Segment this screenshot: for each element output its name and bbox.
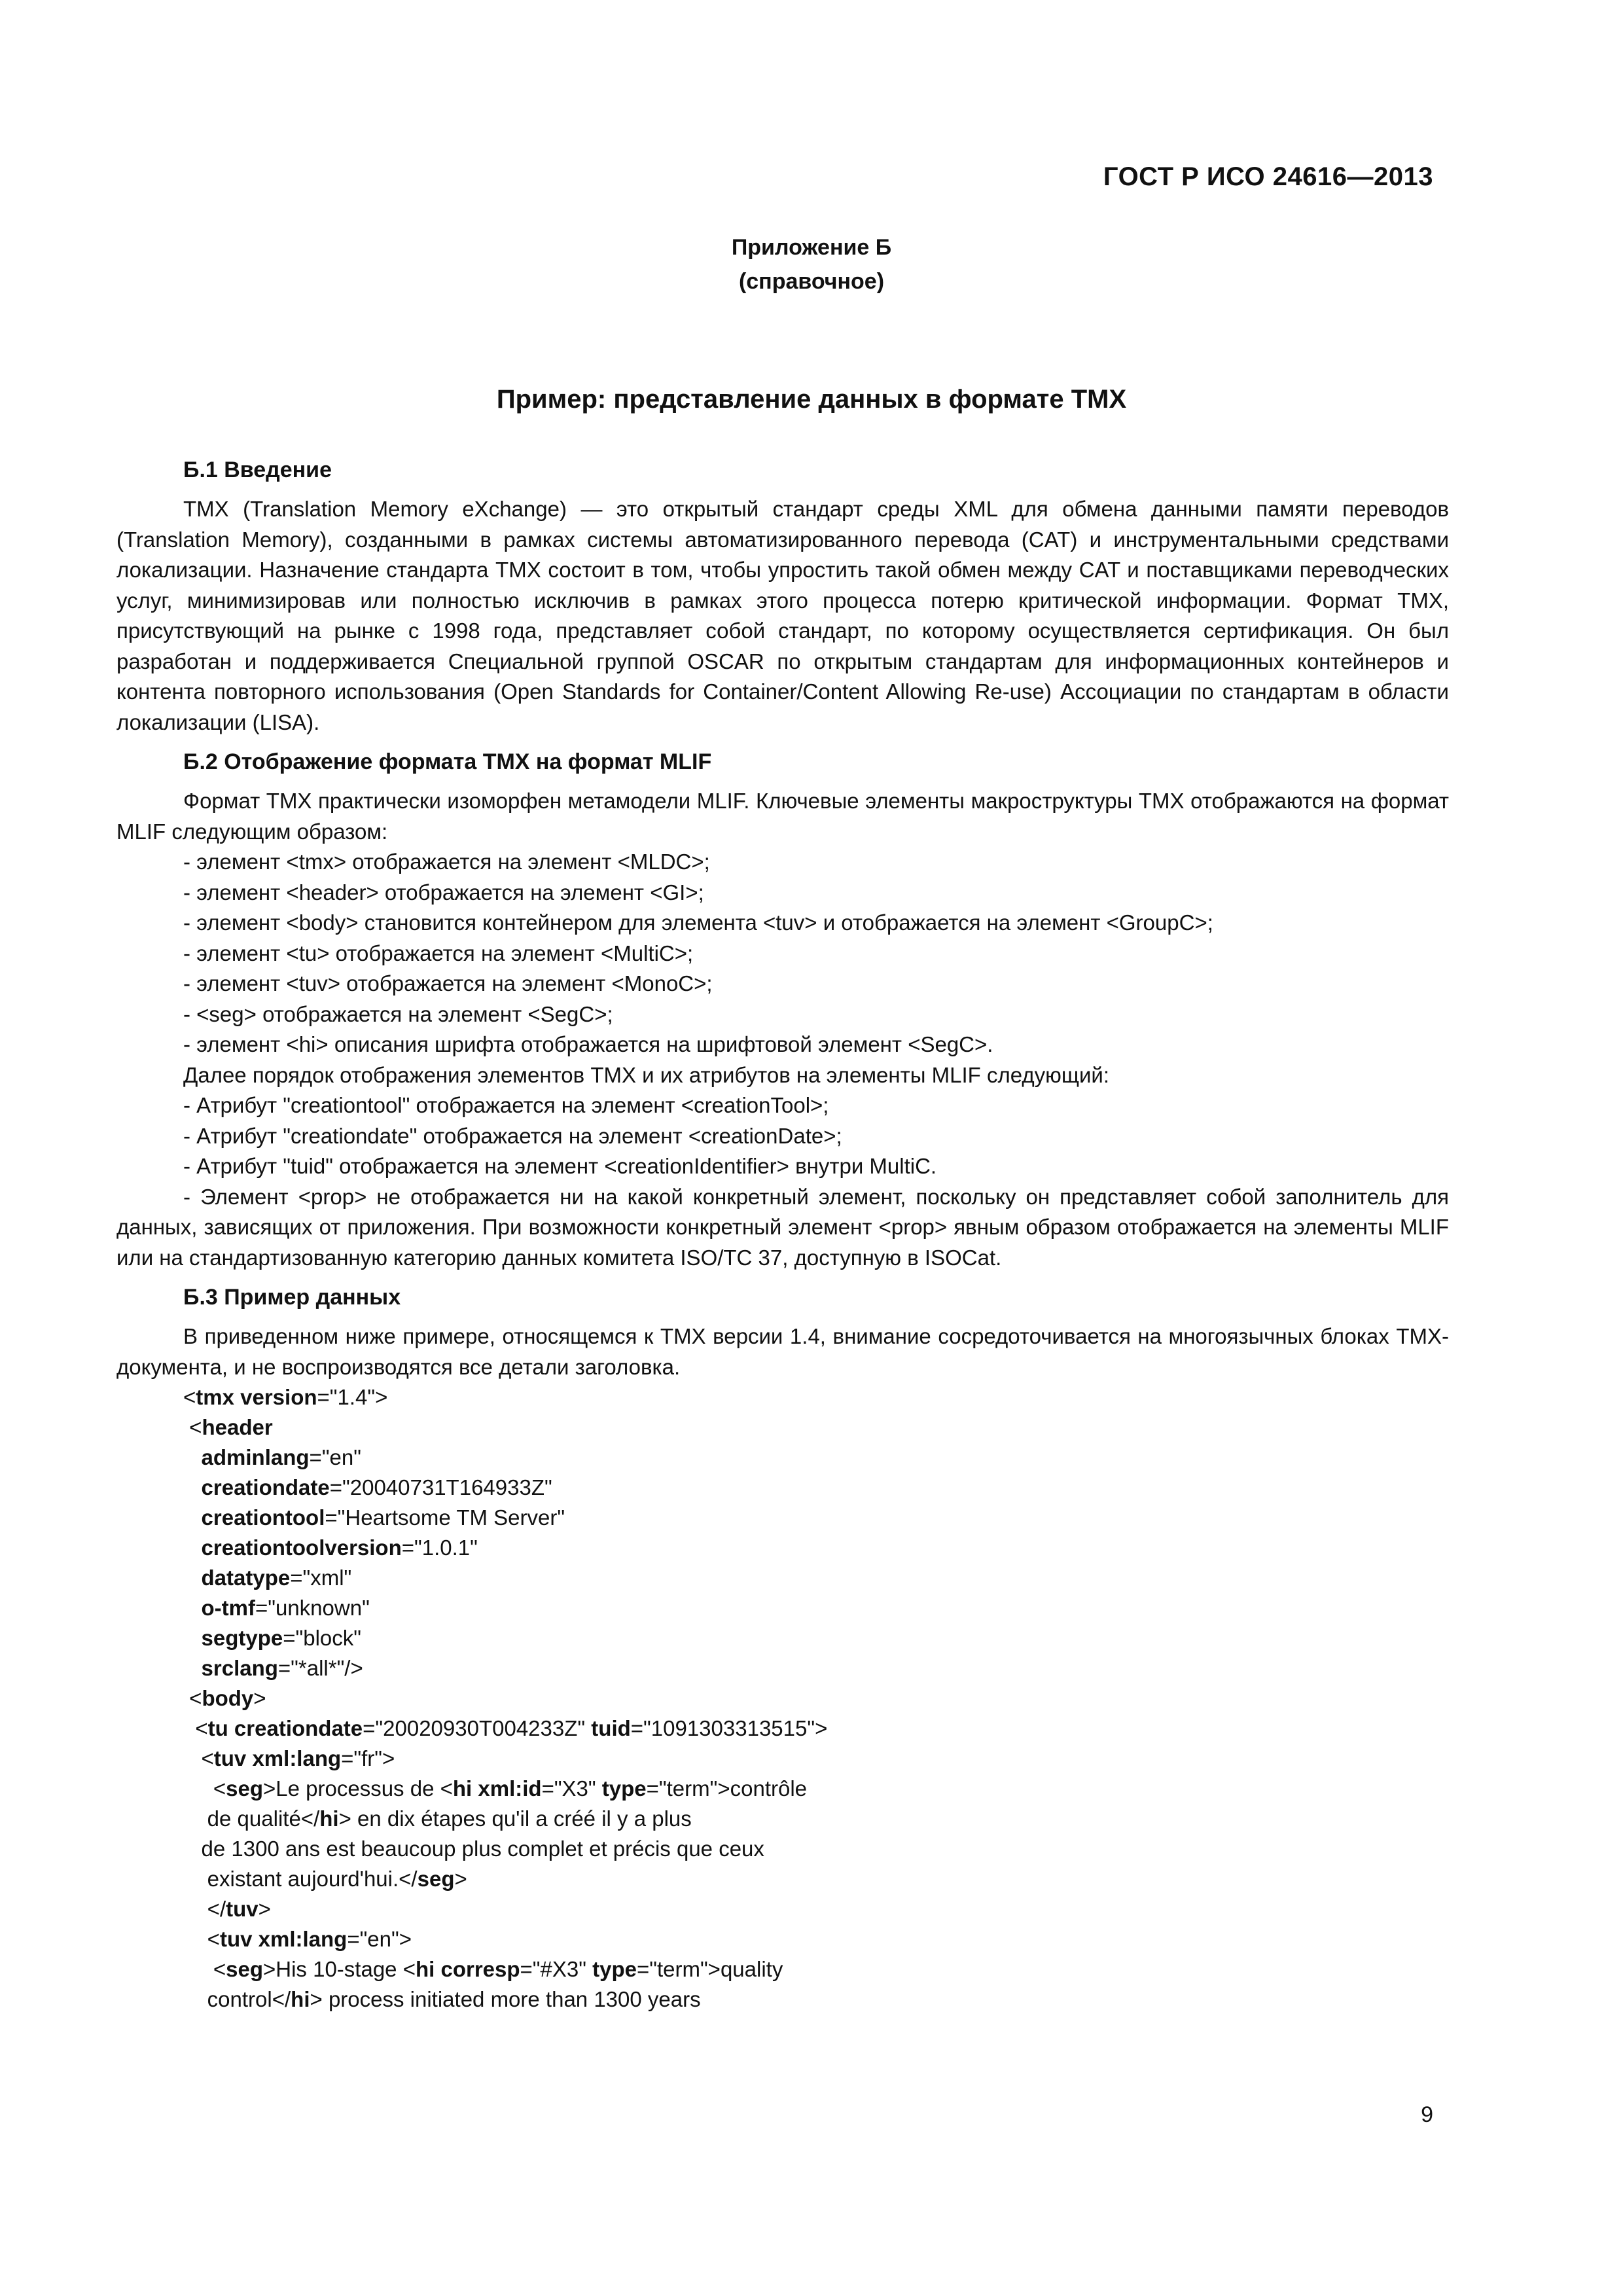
code-text: ="20040731T164933Z" <box>329 1475 552 1499</box>
code-text: ="1.4"> <box>317 1385 388 1409</box>
code-line <box>183 1984 1449 2015</box>
code-text <box>183 1505 202 1530</box>
code-text <box>183 1566 202 1590</box>
code-text: > <box>253 1686 266 1710</box>
code-line <box>183 1473 1449 1503</box>
list-item: - Атрибут "creationdate" отображается на элемент <creationDate>; <box>183 1123 842 1148</box>
code-line <box>183 1864 1449 1894</box>
code-keyword: o-tmf <box>201 1596 255 1620</box>
code-keyword: hi <box>291 1987 310 2011</box>
mapping-list <box>116 847 1449 1060</box>
section-b1-paragraph: TMX (Translation Memory eXchange) — это открытый стандарт среды XML для обмена данными памяти переводов (Translation Memory), созданными в рамках системы автоматизированного перевода (CAT) и инструментальными средствами локализации. Назначение стандарта TMX состоит в том, чтобы упростить такой обмен между CAT и поставщиками переводческих услуг, минимизировав или полностью исключив в рамках этого процесса потерю критической информации. Формат TMX, присутствующий на рынке с 1998 года, представляет собой стандарт, по которому осуществляется сертификация. Он был разработан и поддерживается Специальной группой OSCAR по открытым стандартам для информационных контейнеров и контента повторного использования (Open Standards for Container/Content Allowing Re-use) Ассоциации по стандартам в области локализации (LISA). <box>116 497 1449 734</box>
section-b3-paragraph: В приведенном ниже примере, относящемся к TMX версии 1.4, внимание сосредоточивается на многоязычных блоках TMX-документа, и не воспроизводятся все детали заголовка. <box>116 1324 1449 1379</box>
code-keyword: creationtool <box>201 1505 325 1530</box>
code-line <box>183 1774 1449 1804</box>
code-text: ="unknown" <box>255 1596 370 1620</box>
attribute-list <box>116 1090 1449 1182</box>
code-text: < <box>183 1415 202 1439</box>
code-text: ="1.0.1" <box>401 1535 478 1560</box>
code-keyword: tuv xml:lang <box>213 1746 342 1770</box>
code-text: < <box>183 1686 202 1710</box>
list-item: - элемент <hi> описания шрифта отображается на шрифтовой элемент <SegC>. <box>183 1032 993 1056</box>
code-line <box>183 1653 1449 1683</box>
code-keyword: srclang <box>201 1656 278 1680</box>
attribute-order-intro: Далее порядок отображения элементов TMX и их атрибутов на элементы MLIF следующий: <box>183 1062 1110 1087</box>
list-item: - элемент <header> отображается на элемент <GI>; <box>183 880 704 905</box>
code-keyword: tuv xml:lang <box>219 1927 348 1951</box>
code-text: < <box>183 1716 208 1740</box>
code-keyword: hi <box>319 1806 339 1831</box>
code-line <box>183 1382 1449 1412</box>
code-line <box>183 1924 1449 1954</box>
code-text: < <box>183 1927 220 1951</box>
code-text: ="1091303313515"> <box>630 1716 828 1740</box>
code-keyword: tuv <box>226 1897 259 1921</box>
code-line <box>183 1533 1449 1563</box>
code-text <box>183 1656 202 1680</box>
code-keyword: segtype <box>201 1626 283 1650</box>
appendix-label <box>0 230 1623 298</box>
code-line <box>183 1443 1449 1473</box>
code-text: < <box>183 1746 214 1770</box>
code-text: > en dix étapes qu'il a créé il y a plus <box>338 1806 692 1831</box>
code-text: ="block" <box>283 1626 361 1650</box>
code-text: ="Heartsome TM Server" <box>325 1505 565 1530</box>
code-line <box>183 1503 1449 1533</box>
section-b2-intro: Формат TMX практически изоморфен метамодели MLIF. Ключевые элементы макроструктуры TMX отображаются на формат MLIF следующим образом: <box>116 789 1449 844</box>
code-text: ="X3" <box>541 1776 602 1801</box>
code-text: ="term">contrôle <box>646 1776 808 1801</box>
code-line <box>183 1563 1449 1593</box>
code-text: > process initiated more than 1300 years <box>310 1987 701 2011</box>
code-line <box>183 1623 1449 1653</box>
code-line <box>183 1683 1449 1713</box>
code-text: existant aujourd'hui.</ <box>183 1867 418 1891</box>
code-keyword: creationtoolversion <box>201 1535 402 1560</box>
code-keyword: seg <box>417 1867 455 1891</box>
code-text: ="20020930T004233Z" <box>363 1716 592 1740</box>
section-heading-b3: Б.3 Пример данных <box>183 1285 401 1310</box>
code-keyword: hi corresp <box>415 1957 520 1981</box>
list-item: - элемент <body> становится контейнером для элемента <tuv> и отображается на элемент <GroupC>; <box>183 910 1213 935</box>
code-keyword: tu creationdate <box>207 1716 363 1740</box>
code-keyword: seg <box>226 1776 263 1801</box>
page-number: 9 <box>1421 2102 1433 2127</box>
code-text <box>183 1475 202 1499</box>
code-keyword: body <box>202 1686 254 1710</box>
code-text: ="term">quality <box>636 1957 783 1981</box>
document-body <box>116 455 1449 2015</box>
code-text <box>183 1535 202 1560</box>
list-item: - элемент <tmx> отображается на элемент <MLDC>; <box>183 850 710 874</box>
code-example <box>116 1382 1449 2015</box>
code-text: >Le processus de < <box>263 1776 453 1801</box>
standard-code: ГОСТ Р ИСО 24616—2013 <box>1103 162 1433 191</box>
prop-paragraph: - Элемент <prop> не отображается ни на какой конкретный элемент, поскольку он представляет собой заполнитель для данных, зависящих от приложения. При возможности конкретный элемент <prop> явным образом отображается на элементы MLIF или на стандартизованную категорию данных комитета ISO/TC 37, доступную в ISOCat. <box>116 1184 1449 1270</box>
code-text: </ <box>183 1897 226 1921</box>
code-keyword: seg <box>226 1957 263 1981</box>
list-item: - элемент <tu> отображается на элемент <MultiC>; <box>183 941 694 965</box>
code-keyword: datatype <box>201 1566 291 1590</box>
code-line <box>183 1412 1449 1443</box>
code-text: ="#X3" <box>520 1957 593 1981</box>
page-title: Пример: представление данных в формате TMX <box>496 385 1127 414</box>
code-line <box>183 1744 1449 1774</box>
section-heading-b1: Б.1 Введение <box>183 457 332 482</box>
code-line <box>183 1894 1449 1924</box>
section-heading-b2: Б.2 Отображение формата TMX на формат MLIF <box>183 749 712 774</box>
code-text: ="xml" <box>290 1566 352 1590</box>
code-text: > <box>454 1867 467 1891</box>
list-item: - Атрибут "tuid" отображается на элемент <creationIdentifier> внутри MultiC. <box>183 1154 937 1178</box>
code-line <box>183 1713 1449 1744</box>
code-text <box>183 1445 202 1469</box>
code-keyword: hi xml:id <box>452 1776 542 1801</box>
code-text: control</ <box>183 1987 291 2011</box>
code-keyword: header <box>202 1415 273 1439</box>
code-keyword: tmx version <box>196 1385 317 1409</box>
code-text: < <box>183 1776 226 1801</box>
code-text: ="en"> <box>347 1927 412 1951</box>
code-text: < <box>183 1957 226 1981</box>
code-line <box>183 1593 1449 1623</box>
appendix-subtitle: (справочное) <box>738 269 885 294</box>
code-keyword: type <box>601 1776 647 1801</box>
list-item: - Атрибут "creationtool" отображается на элемент <creationTool>; <box>183 1093 829 1117</box>
code-keyword: type <box>592 1957 637 1981</box>
code-text <box>183 1596 202 1620</box>
code-text: ="fr"> <box>341 1746 395 1770</box>
code-line <box>183 1954 1449 1984</box>
code-text: < <box>183 1385 196 1409</box>
list-item: - элемент <tuv> отображается на элемент <MonoC>; <box>183 971 713 996</box>
code-text: de qualité</ <box>183 1806 320 1831</box>
code-text: > <box>258 1897 271 1921</box>
code-text: ="en" <box>309 1445 361 1469</box>
appendix-title: Приложение Б <box>731 235 892 260</box>
code-text: >His 10-stage < <box>263 1957 416 1981</box>
code-text: ="*all*"/> <box>277 1656 363 1680</box>
code-keyword: creationdate <box>201 1475 330 1499</box>
code-keyword: adminlang <box>201 1445 310 1469</box>
code-text <box>183 1626 202 1650</box>
list-item: - <seg> отображается на элемент <SegC>; <box>183 1001 613 1026</box>
code-line <box>183 1804 1449 1834</box>
code-text: de 1300 ans est beaucoup plus complet et précis que ceux <box>183 1837 764 1861</box>
code-keyword: tuid <box>591 1716 631 1740</box>
code-line <box>183 1834 1449 1864</box>
